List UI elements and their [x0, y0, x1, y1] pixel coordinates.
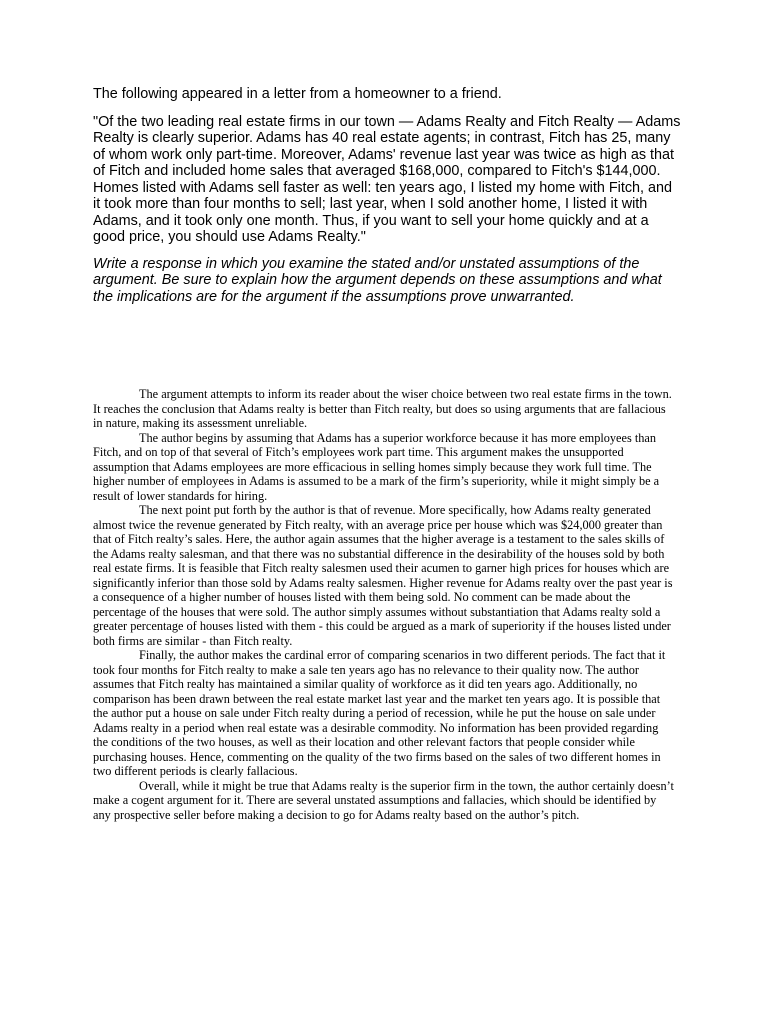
- essay-paragraph: The next point put forth by the author is that of revenue. More specifically, how Adams realty generated almost twice the revenue generated by Fitch realty, with an average price per house which was $24,000 greater than that of Fitch realty’s sales. Here, the author again assumes that the higher average is a testament to the sales skills of the Adams realty salesman, and that there was no substantial difference in the desirability of the houses sold by both real estate firms. It is feasible that Fitch realty salesmen used their acumen to garner high prices for houses which are significantly inferior than those sold by Adams realty salesmen. Higher revenue for Adams realty over the past year is a consequence of a higher number of houses listed with them being sold. No comment can be made about the percentage of the houses that were sold. The author simply assumes without substantiation that Adams realty sold a greater percentage of houses listed with them - this could be argued as a mark of superiority if the houses listed under both firms are similar - than Fitch realty.: [93, 503, 673, 648]
- essay-paragraph: The author begins by assuming that Adams has a superior workforce because it has more employees than Fitch, and on top of that several of Fitch’s employees work part time. This argument makes the unsupported assumption that Adams employees are more efficacious in selling homes simply because they work full time. The higher number of employees in Adams is assumed to be a mark of the firm’s superiority, while it might simply be a result of lower standards for hiring.: [93, 430, 660, 503]
- essay-body: [93, 387, 675, 822]
- essay-paragraph: The argument attempts to inform its reader about the wiser choice between two real estate firms in the town. It reaches the conclusion that Adams realty is better than Fitch realty, but does so using arguments that are fallacious in nature, making its assessment unreliable.: [93, 387, 672, 430]
- prompt-intro: The following appeared in a letter from a homeowner to a friend.: [93, 86, 502, 102]
- essay-paragraph: Overall, while it might be true that Adams realty is the superior firm in the town, the author certainly doesn’t make a cogent argument for it. There are several unstated assumptions and fallacies, which should be identified by any prospective seller before making a decision to go for Adams realty based on the author’s pitch.: [93, 778, 674, 822]
- essay-prompt: [93, 86, 683, 305]
- prompt-task: Write a response in which you examine the stated and/or unstated assumptions of the argument. Be sure to explain how the argument depends on these assumptions and what the implications are for the argument if the assumptions prove unwarranted.: [93, 255, 662, 305]
- prompt-quote: "Of the two leading real estate firms in our town — Adams Realty and Fitch Realty — Adams Realty is clearly superior. Adams has 40 real estate agents; in contrast, Fitch has 25, many of whom work only part-time. Moreover, Adams' revenue last year was twice as high as that of Fitch and included home sales that averaged $168,000, compared to Fitch's $144,000. Homes listed with Adams sell faster as well: ten years ago, I listed my home with Fitch, and it took more than four months to sell; last year, when I sold another home, I listed it with Adams, and it took only one month. Thus, if you want to sell your home quickly and at a good price, you should use Adams Realty.": [93, 113, 681, 245]
- essay-paragraph: Finally, the author makes the cardinal error of comparing scenarios in two different periods. The fact that it took four months for Fitch realty to make a sale ten years ago has no relevance to their quality now. The author assumes that Fitch realty has maintained a similar quality of workforce as it did ten years ago. Additionally, no comparison has been drawn between the real estate market last year and the market ten years ago. It is possible that the author put a house on sale under Fitch realty during a period of recession, while he put the house on sale under Adams realty in a period when real estate was a desirable commodity. No information has been provided regarding the conditions of the two houses, as well as their location and other relevant factors that people consider while purchasing houses. Hence, commenting on the quality of the two firms based on the sales of two different homes in two different periods is clearly fallacious.: [93, 648, 666, 778]
